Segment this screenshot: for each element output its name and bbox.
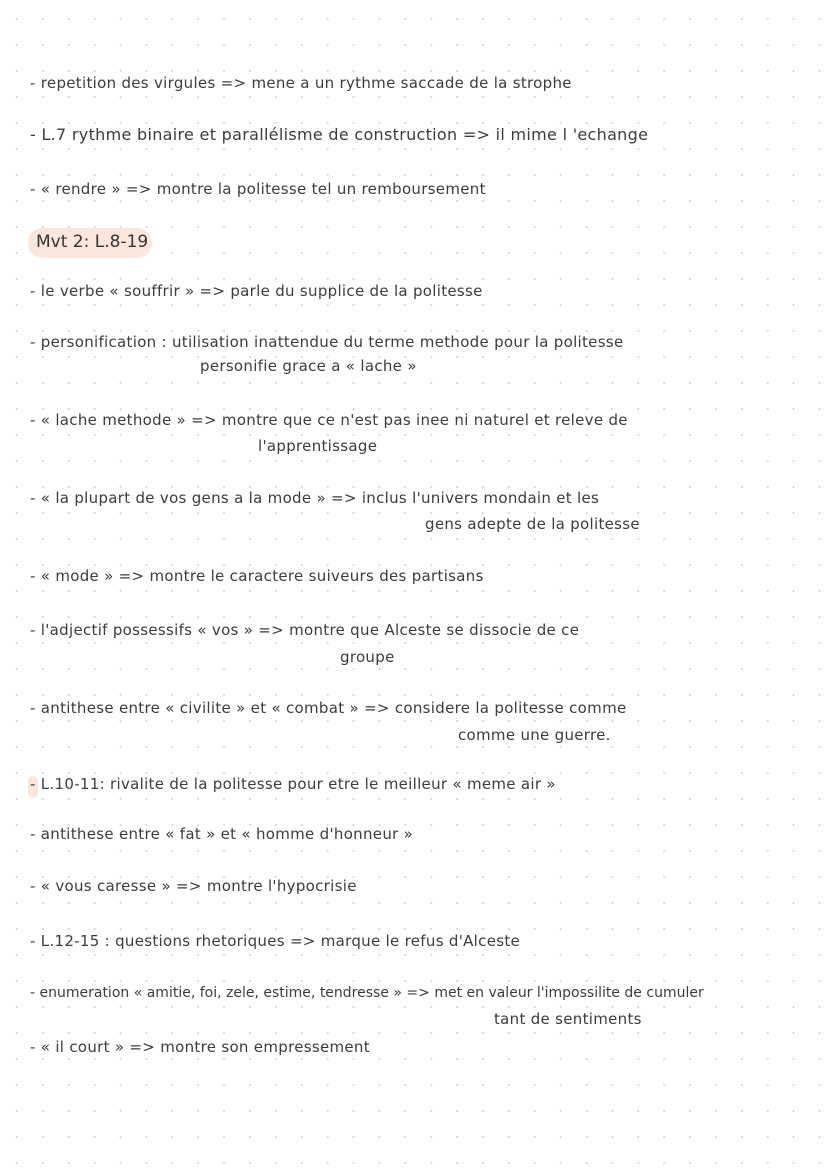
note-line-3: - « rendre » => montre la politesse tel un remboursement — [30, 180, 486, 198]
note-line-8: - « mode » => montre le caractere suiveurs des partisans — [30, 567, 484, 585]
note-line-4: - le verbe « souffrir » => parle du supplice de la politesse — [30, 282, 483, 300]
note-line-11: - L.10-11: rivalite de la politesse pour etre le meilleur « meme air » — [30, 775, 556, 793]
note-line-2: - L.7 rythme binaire et parallélisme de construction => il mime l 'echange — [30, 125, 649, 144]
note-line-13: - « vous caresse » => montre l'hypocrisie — [30, 877, 357, 895]
note-line-7-cont: gens adepte de la politesse — [425, 515, 640, 533]
note-line-10: - antithese entre « civilite » et « combat » => considere la politesse comme — [30, 699, 627, 717]
note-line-9: - l'adjectif possessifs « vos » => montre que Alceste se dissocie de ce — [30, 621, 580, 639]
note-line-6: - « lache methode » => montre que ce n'est pas inee ni naturel et releve de — [30, 411, 628, 429]
note-line-5: - personification : utilisation inattendue du terme methode pour la politesse — [30, 333, 624, 351]
note-line-15: - enumeration « amitie, foi, zele, estime, tendresse » => met en valeur l'impossilite de cumuler — [30, 985, 704, 1001]
note-line-6-cont: l'apprentissage — [258, 437, 378, 455]
note-line-1: - repetition des virgules => mene a un rythme saccade de la strophe — [30, 74, 572, 92]
note-line-16: - « il court » => montre son empressement — [30, 1038, 370, 1056]
note-line-5-cont: personifie grace a « lache » — [200, 357, 417, 375]
note-line-12: - antithese entre « fat » et « homme d'honneur » — [30, 825, 414, 843]
note-line-14: - L.12-15 : questions rhetoriques => marque le refus d'Alceste — [30, 932, 521, 950]
note-line-15-cont: tant de sentiments — [494, 1010, 642, 1028]
note-line-9-cont: groupe — [340, 648, 395, 666]
note-line-10-cont: comme une guerre. — [458, 726, 611, 744]
note-line-7: - « la plupart de vos gens a la mode » => inclus l'univers mondain et les — [30, 489, 600, 507]
section-heading: Mvt 2: L.8-19 — [36, 232, 149, 252]
